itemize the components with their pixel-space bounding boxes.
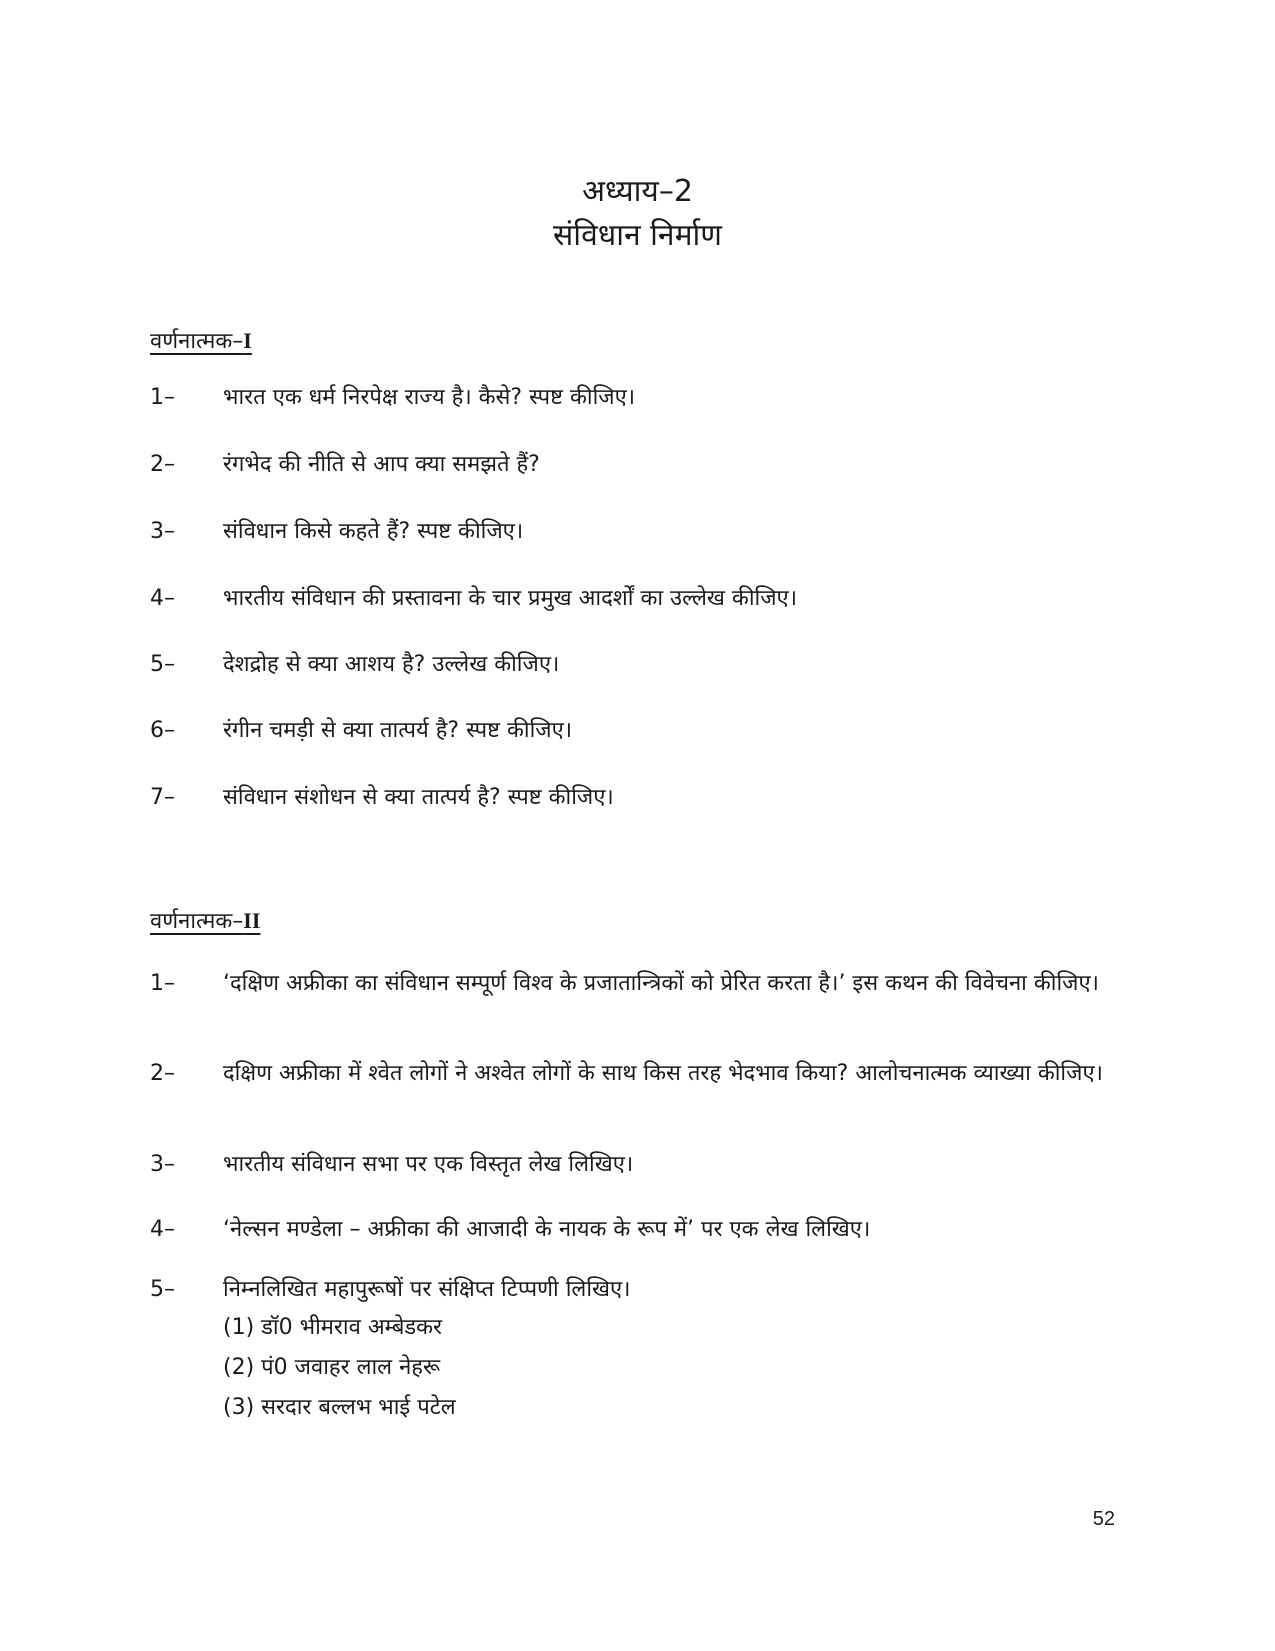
question-number: 1– xyxy=(150,971,175,996)
question-text: भारतीय संविधान सभा पर एक विस्तृत लेख लिखिए। xyxy=(223,1152,634,1177)
question-number: 6– xyxy=(150,718,175,743)
question-item xyxy=(150,1212,1125,1248)
chapter-title: संविधान निर्माण xyxy=(553,218,722,253)
question-text: संविधान संशोधन से क्या तात्पर्य है? स्पष्ट कीजिए। xyxy=(223,785,614,810)
section-heading-1 xyxy=(150,325,252,355)
question-item xyxy=(150,380,1125,416)
question-text: ‘दक्षिण अफ्रीका का संविधान सम्पूर्ण विश्व के प्रजातान्त्रिकों को प्रेरित करता है।’ इस कथन की विवेचना कीजिए। xyxy=(223,971,1099,996)
question-text: दक्षिण अफ्रीका में श्वेत लोगों ने अश्वेत लोगों के साथ किस तरह भेदभाव किया? आलोचनात्मक व्याख्या कीजिए। xyxy=(223,1061,1103,1086)
chapter-number: अध्याय–2 xyxy=(582,174,693,209)
sub-item: (3) सरदार बल्लभ भाई पटेल xyxy=(223,1395,456,1420)
question-number: 7– xyxy=(150,785,175,810)
question-number: 3– xyxy=(150,519,175,544)
question-text: देशद्रोह से क्या आशय है? उल्लेख कीजिए। xyxy=(223,652,560,677)
question-number: 5– xyxy=(150,652,175,677)
question-text: भारत एक धर्म निरपेक्ष राज्य है। कैसे? स्पष्ट कीजिए। xyxy=(223,385,636,410)
sub-item: (1) डॉ0 भीमराव अम्बेडकर xyxy=(223,1315,443,1340)
question-number: 4– xyxy=(150,1217,175,1242)
question-number: 1– xyxy=(150,385,175,410)
sub-item: (2) पं0 जवाहर लाल नेहरू xyxy=(223,1355,441,1380)
question-item xyxy=(150,713,1125,749)
question-item xyxy=(150,514,1125,550)
question-item xyxy=(150,447,1125,483)
question-item xyxy=(150,647,1125,683)
question-item xyxy=(150,1147,1125,1183)
question-number: 5– xyxy=(150,1277,175,1302)
question-number: 3– xyxy=(150,1152,175,1177)
question-item xyxy=(150,581,1125,617)
question-number: 2– xyxy=(150,1061,175,1086)
chapter-heading xyxy=(0,170,1275,258)
section-heading-roman: I xyxy=(243,328,252,353)
question-text: रंगभेद की नीति से आप क्या समझते हैं? xyxy=(223,452,540,477)
question-text: ‘नेल्सन मण्डेला – अफ्रीका की आजादी के नायक के रूप में’ पर एक लेख लिखिए। xyxy=(223,1217,871,1242)
section-heading-prefix: वर्णनात्मक– xyxy=(150,329,244,354)
section-heading-roman: II xyxy=(243,908,261,933)
question-text: भारतीय संविधान की प्रस्तावना के चार प्रमुख आदर्शों का उल्लेख कीजिए। xyxy=(223,586,798,611)
question-text: संविधान किसे कहते हैं? स्पष्ट कीजिए। xyxy=(223,519,524,544)
question-text: रंगीन चमड़ी से क्या तात्पर्य है? स्पष्ट कीजिए। xyxy=(223,718,573,743)
page-number: 52 xyxy=(1092,1508,1115,1530)
question-number: 4– xyxy=(150,586,175,611)
question-item xyxy=(150,1056,1125,1092)
question-item xyxy=(150,780,1125,816)
question-item xyxy=(150,1272,1125,1428)
section-heading-prefix: वर्णनात्मक– xyxy=(150,909,244,934)
question-item xyxy=(150,966,1125,1002)
question-text: निम्नलिखित महापुरूषों पर संक्षिप्त टिप्पणी लिखिए। xyxy=(223,1277,631,1302)
question-number: 2– xyxy=(150,452,175,477)
section-heading-2 xyxy=(150,905,260,935)
